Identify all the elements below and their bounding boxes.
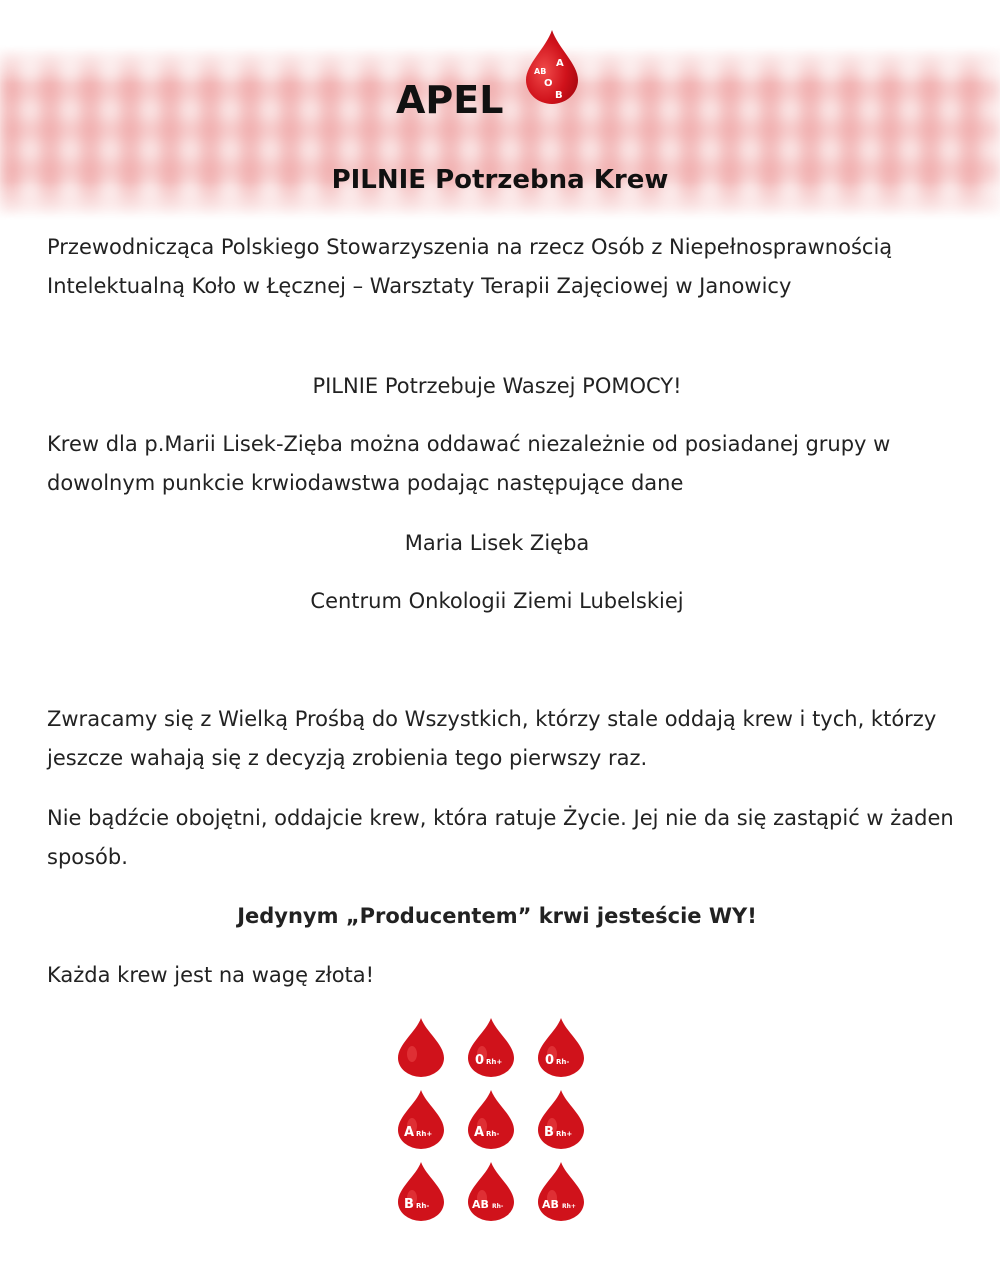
blood-drop-icon [536, 1088, 586, 1150]
drop-rh-label: Rh+ [556, 1130, 573, 1138]
plea-paragraph: Nie bądźcie obojętni, oddajcie krew, która ratuje Życie. Jej nie da się zastąpić w żaden sposób. [47, 806, 954, 869]
intro-paragraph: Przewodnicząca Polskiego Stowarzyszenia na rzecz Osób z Niepełnosprawnością Intelektualną Koło w Łęcznej – Warsztaty Terapii Zajęciowej w Janowicy [47, 235, 893, 298]
drop-group-label: 0 [475, 1053, 485, 1068]
drop-group-label: AB [472, 1198, 489, 1211]
drop-rh-label: Rh- [556, 1058, 570, 1066]
appeal-paragraph: Zwracamy się z Wielką Prośbą do Wszystkich, którzy stale oddają krew i tych, którzy jeszcze wahają się z decyzją zrobienia tego pierwszy raz. [47, 707, 937, 770]
blood-drop-icon [466, 1088, 516, 1150]
hospital-name: Centrum Onkologii Ziemi Lubelskiej [310, 589, 684, 613]
drop-group-label: A [404, 1125, 415, 1140]
blood-drop-icon [466, 1016, 516, 1078]
drop-group-label: A [474, 1125, 485, 1140]
donation-info-paragraph: Krew dla p.Marii Lisek-Zięba można oddawać niezależnie od posiadanej grupy w dowolnym punkcie krwiodawstwa podając następujące dane [47, 432, 891, 495]
blood-drop-icon [536, 1160, 586, 1222]
page-subtitle: PILNIE Potrzebna Krew [331, 165, 669, 195]
logo-letter-a: A [556, 58, 564, 69]
closing-line: Każda krew jest na wagę złota! [47, 963, 375, 987]
drop-rh-label: Rh+ [562, 1203, 576, 1210]
drop-rh-label: Rh+ [416, 1130, 433, 1138]
blood-drop-logo-icon [524, 28, 580, 104]
logo-letter-b: B [555, 90, 563, 101]
logo-letter-ab: AB [534, 67, 547, 76]
patient-name: Maria Lisek Zięba [404, 531, 590, 555]
blood-type-drops-grid [396, 1016, 596, 1228]
drop-group-label: B [544, 1125, 554, 1140]
blood-drop-icon [396, 1088, 446, 1150]
drop-rh-label: Rh- [486, 1130, 500, 1138]
drop-group-label: AB [542, 1198, 559, 1211]
help-request-line: PILNIE Potrzebuje Waszej POMOCY! [312, 374, 682, 398]
drop-group-label: B [404, 1197, 414, 1212]
drop-group-label: 0 [545, 1053, 555, 1068]
drop-rh-label: Rh- [492, 1203, 504, 1210]
logo-letter-o: O [544, 78, 553, 89]
drop-rh-label: Rh+ [486, 1058, 503, 1066]
blood-drop-icon [466, 1160, 516, 1222]
blood-drop-icon [396, 1160, 446, 1222]
blood-drop-icon [396, 1016, 446, 1078]
drop-rh-label: Rh- [416, 1202, 430, 1210]
page-title: APEL [396, 78, 504, 122]
producers-line: Jedynym „Producentem” krwi jesteście WY! [237, 904, 757, 928]
blood-drop-icon [536, 1016, 586, 1078]
